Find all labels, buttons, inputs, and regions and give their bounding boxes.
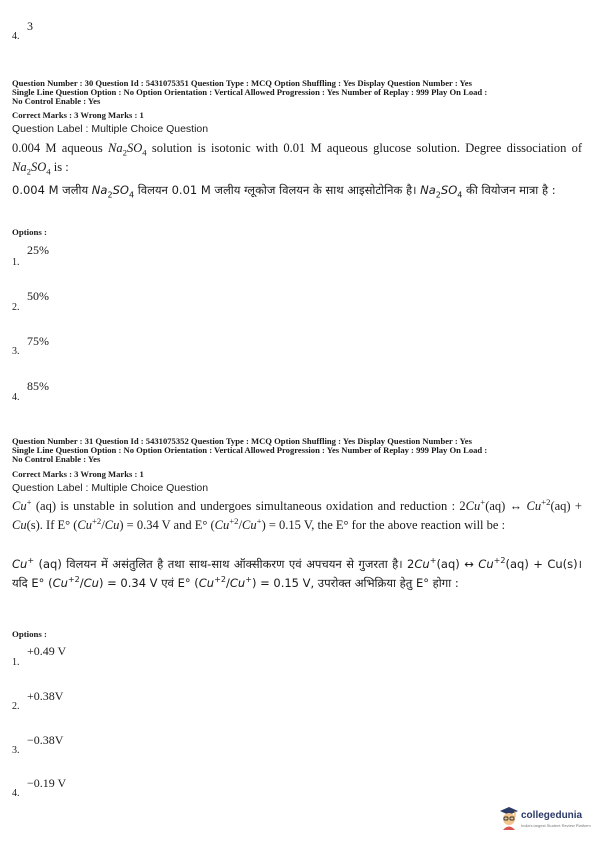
logo-tagline: India's largest Student Review Platform xyxy=(521,823,591,828)
q31-option-4-number: 4. xyxy=(12,788,20,799)
q30-option-4-value[interactable]: 85% xyxy=(27,379,49,393)
q31-option-2-value[interactable]: +0.38V xyxy=(27,689,64,703)
q30-option-3-number: 3. xyxy=(12,346,20,357)
q31-option-1-number: 1. xyxy=(12,657,20,668)
q30-option-2-number: 2. xyxy=(12,302,20,313)
q31-option-3-value[interactable]: −0.38V xyxy=(27,733,64,747)
q30-meta-line-2: Single Line Question Option : No Option Orientation : Vertical Allowed Progression : Yes Number of Replay : 999 Play On Load : xyxy=(12,87,488,97)
q30-question-text-hindi: 0.004 M जलीय $Na_2SO_4$ विलयन 0.01 M जलीय ग्लूकोज विलयन के साथ आइसोटोनिक है। $Na_2SO_4$ की वियोजन मात्रा है : xyxy=(12,183,556,200)
q30-meta-line-1: Question Number : 30 Question Id : 5431075351 Question Type : MCQ Option Shuffling : Yes Display Question Number : Yes xyxy=(12,78,472,88)
q30-meta-line-3: No Control Enable : Yes xyxy=(12,96,101,106)
q30-option-1-number: 1. xyxy=(12,257,20,268)
q30-option-3-value[interactable]: 75% xyxy=(27,334,49,348)
q30-options-heading: Options : xyxy=(12,227,47,237)
graduate-mascot-icon xyxy=(499,806,519,830)
logo-wordmark: collegedunia xyxy=(521,810,583,821)
q31-option-2-number: 2. xyxy=(12,701,20,712)
q30-option-2-value[interactable]: 50% xyxy=(27,289,49,303)
q30-option-1-value[interactable]: 25% xyxy=(27,243,49,257)
q30-option-4-number: 4. xyxy=(12,392,20,403)
collegedunia-logo xyxy=(497,802,589,836)
q31-options-heading: Options : xyxy=(12,629,47,639)
prev-option-4-value: 3 xyxy=(27,19,33,33)
q31-question-label: Question Label : Multiple Choice Question xyxy=(12,482,209,494)
q31-question-text: Cu+ (aq) is unstable in solution and undergoes simultaneous oxidation and reduction : 2Cu+(aq) ↔ $Cu^{+2}(aq) + Cu(s)$. If E° $(Cu^{+2}/Cu) = 0.34$ V and E° $(Cu^{+2}/Cu^+) = 0.15$ V, the E° for the above reaction will be : xyxy=(12,496,582,532)
q31-meta-line-2: Single Line Question Option : No Option Orientation : Vertical Allowed Progression : Yes Number of Replay : 999 Play On Load : xyxy=(12,445,488,455)
q31-option-3-number: 3. xyxy=(12,745,20,756)
q31-option-1-value[interactable]: +0.49 V xyxy=(27,644,67,658)
q30-question-text: 0.004 M aqueous $Na_2SO_4$ solution is isotonic with 0.01 M aqueous glucose solution. Degree dissociation of $Na_2SO_4$ is : xyxy=(12,141,582,177)
q31-option-4-value[interactable]: −0.19 V xyxy=(27,776,67,790)
q31-meta-line-3: No Control Enable : Yes xyxy=(12,454,101,464)
prev-option-4-number: 4. xyxy=(12,31,20,42)
q31-question-text-hindi: Cu+ (aq) विलयन में असंतुलित है तथा साथ-साथ ऑक्सीकरण एवं अपचयन से गुजरता है। 2Cu+(aq) ↔ $Cu^{+2}(aq)$ + Cu(s)। यदि E° $(Cu^{+2}/Cu) = 0.34$ V एवं E° $(Cu^{+2}/Cu^+) = 0.15$ V, उपरोक्त अभिक्रिया हेतु E° होगा : xyxy=(12,556,582,590)
q31-marks: Correct Marks : 3 Wrong Marks : 1 xyxy=(12,469,144,479)
q30-marks: Correct Marks : 3 Wrong Marks : 1 xyxy=(12,110,144,120)
q30-question-label: Question Label : Multiple Choice Question xyxy=(12,123,209,135)
q31-meta-line-1: Question Number : 31 Question Id : 5431075352 Question Type : MCQ Option Shuffling : Yes Display Question Number : Yes xyxy=(12,436,472,446)
